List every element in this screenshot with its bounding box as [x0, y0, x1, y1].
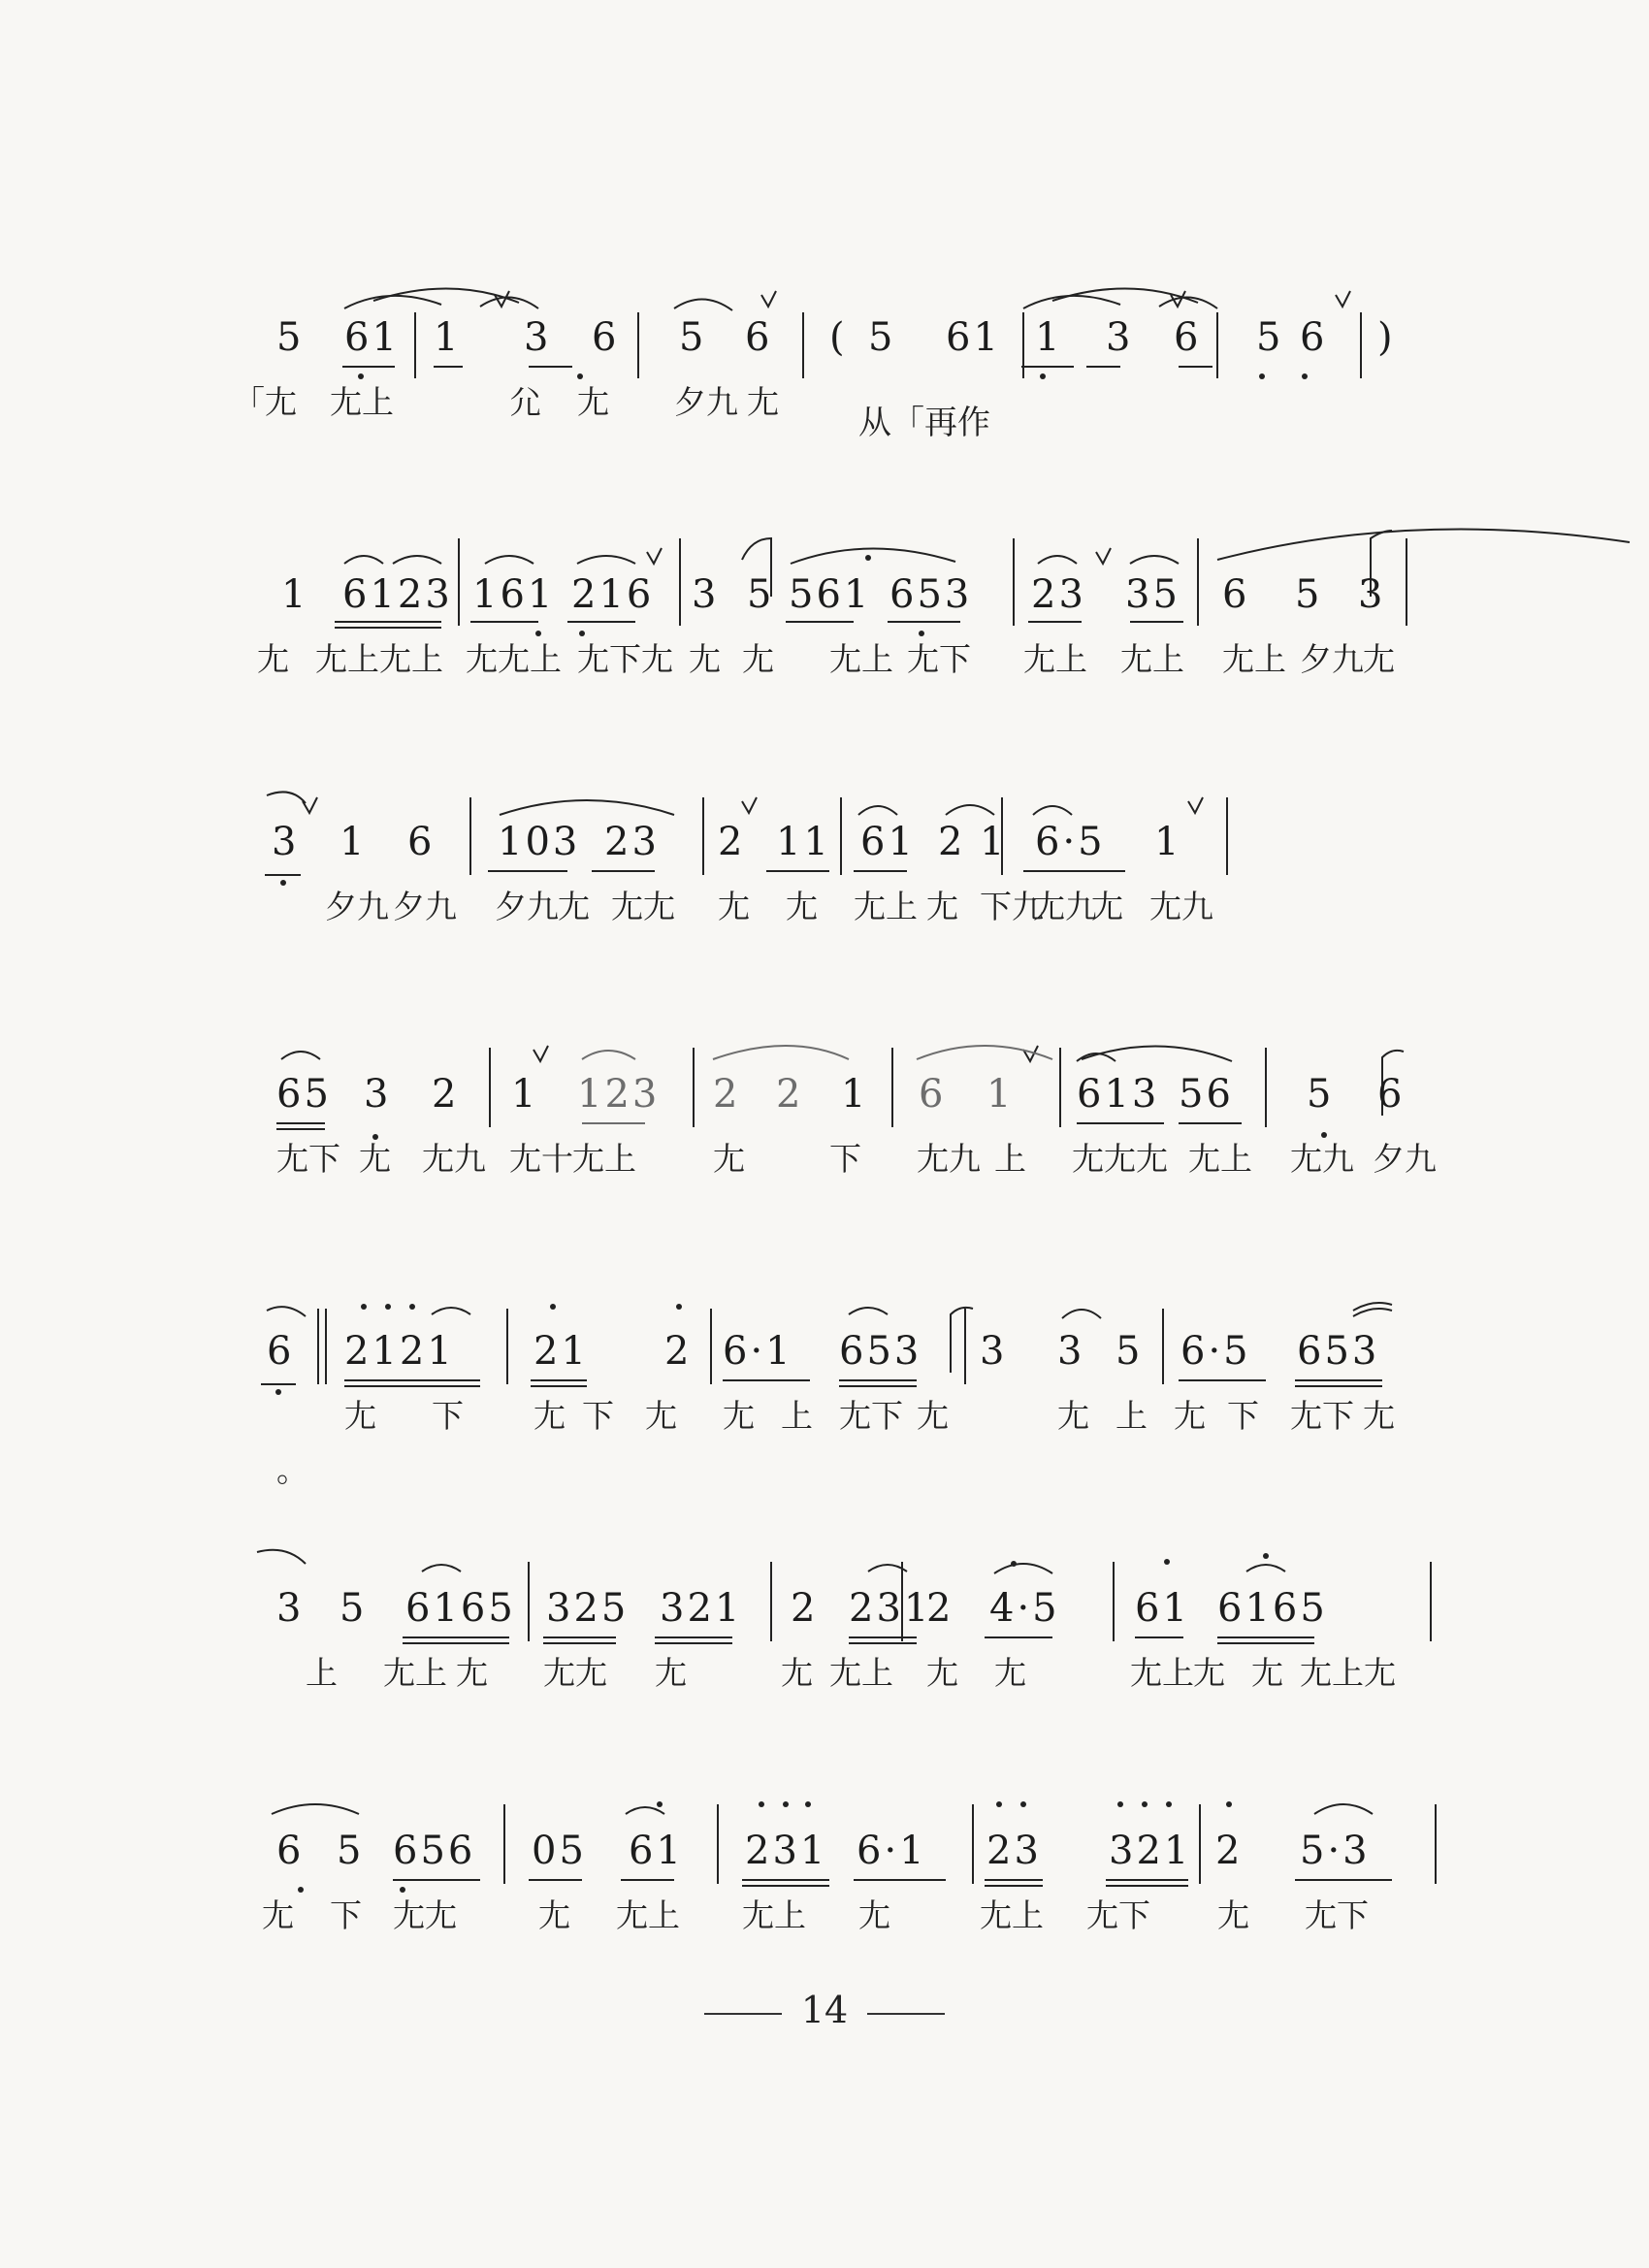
note: 23	[986, 1829, 1042, 1873]
note: 6	[1222, 572, 1250, 617]
note: 1	[340, 820, 368, 864]
lyric: 尢	[742, 640, 774, 678]
lyric: 上	[994, 1140, 1026, 1178]
lyric: 尢	[558, 888, 590, 925]
note: 61	[344, 315, 400, 360]
lyric: 尢	[262, 1896, 294, 1934]
note: 6	[407, 820, 436, 864]
lyric: 尢	[655, 1654, 687, 1692]
note: 5	[340, 1586, 368, 1631]
note: 65	[276, 1072, 332, 1117]
lyric: 尢上	[383, 1654, 447, 1692]
page-footer	[0, 1989, 1649, 2031]
note: 1	[986, 1072, 1015, 1117]
lyric: 尢尢上	[466, 640, 562, 678]
score-line-2	[247, 538, 1450, 771]
score-line-1	[233, 281, 1450, 514]
note: 6	[1300, 315, 1328, 360]
lyric: 上	[1116, 1397, 1148, 1435]
lyric: 尢	[786, 888, 818, 925]
note: 1	[1154, 820, 1182, 864]
note: 5·3	[1300, 1829, 1371, 1873]
score-line-3	[247, 786, 1450, 1019]
lyric: 尢上尢上	[315, 640, 443, 678]
note: 161	[472, 572, 556, 617]
note: 2121	[344, 1329, 455, 1374]
lyric: 尢	[1057, 1397, 1089, 1435]
note: 2	[664, 1329, 693, 1374]
score-line-5	[247, 1295, 1450, 1528]
lyric: 尢上尢	[1300, 1654, 1396, 1692]
note: 6·5	[1035, 820, 1106, 864]
note: 2	[926, 1586, 954, 1631]
lyric: 尢尢	[543, 1654, 607, 1692]
note: 5	[1295, 572, 1323, 617]
lyric: 下	[432, 1397, 464, 1435]
lyric: 尢	[994, 1654, 1026, 1692]
note: 325	[546, 1586, 630, 1631]
note: 656	[393, 1829, 476, 1873]
note: 321	[660, 1586, 743, 1631]
lyric: 尢九	[422, 1140, 486, 1178]
lyric: 尢九	[917, 1140, 981, 1178]
note: 1	[980, 820, 1008, 864]
lyric: 尢	[456, 1654, 488, 1692]
lyric: 。	[276, 1451, 308, 1489]
note: 61	[860, 820, 916, 864]
note: 4·5	[989, 1586, 1060, 1631]
lyric: 尢	[344, 1397, 376, 1435]
lyric: 尢下	[276, 1140, 340, 1178]
lyric: 尢	[1363, 640, 1395, 678]
lyric: 尢	[689, 640, 721, 678]
note: 231	[849, 1586, 932, 1631]
note: 1	[511, 1072, 539, 1117]
note: 11	[776, 820, 831, 864]
lyric: 尢	[926, 888, 958, 925]
lyric: 下	[582, 1397, 614, 1435]
repeat-close: )	[1377, 315, 1393, 360]
lyric: 尢上	[1188, 1140, 1252, 1178]
lyric: 尢九	[1290, 1140, 1354, 1178]
lyric: 尢	[781, 1654, 813, 1692]
note: 23	[604, 820, 660, 864]
page-number: 14	[800, 1989, 849, 2031]
note: 3	[980, 1329, 1008, 1374]
note: 653	[1297, 1329, 1380, 1374]
note: 5	[337, 1829, 365, 1873]
lyric: 尢尢	[393, 1896, 457, 1934]
note: 6	[745, 315, 773, 360]
lyric: 夕九	[325, 888, 389, 925]
note: 6	[919, 1072, 947, 1117]
note: 561	[789, 572, 872, 617]
lyric: 尢尢尢	[1072, 1140, 1168, 1178]
note: 6	[1174, 315, 1202, 360]
note: 1	[434, 315, 462, 360]
note: 6	[276, 1829, 305, 1873]
note: 3	[1057, 1329, 1085, 1374]
lyric: 尢尢	[611, 888, 675, 925]
note: 5	[868, 315, 896, 360]
note: 5	[1256, 315, 1284, 360]
lyric: 尢	[1174, 1397, 1206, 1435]
lyric: 尢	[577, 383, 609, 421]
lyric: 尢	[713, 1140, 745, 1178]
note: 2	[713, 1072, 741, 1117]
note: 5	[679, 315, 707, 360]
lyric: 尢	[359, 1140, 391, 1178]
note: 61	[629, 1829, 684, 1873]
note: 1	[281, 572, 309, 617]
note: 653	[889, 572, 973, 617]
lyric: 夕九	[1300, 640, 1364, 678]
lyric: 尢下尢	[577, 640, 673, 678]
note: 3	[276, 1586, 305, 1631]
note: 35	[1125, 572, 1180, 617]
note: 5	[747, 572, 775, 617]
lyric: 尢	[1193, 1654, 1225, 1692]
lyric: 尢上	[829, 640, 893, 678]
footer-dash-right	[867, 2013, 945, 2015]
note: 2	[791, 1586, 819, 1631]
lyric: 尢	[858, 1896, 890, 1934]
note: 103	[498, 820, 581, 864]
lyric: 尢	[747, 383, 779, 421]
note: 21	[534, 1329, 589, 1374]
score-line-6	[247, 1552, 1450, 1785]
note: 2	[1215, 1829, 1244, 1873]
lyric: 夕九	[393, 888, 457, 925]
lyric: 尢下	[1086, 1896, 1150, 1934]
lyric: 尢下	[1305, 1896, 1369, 1934]
score-line-4	[247, 1038, 1450, 1271]
lyric: 尢	[1363, 1397, 1395, 1435]
note: 6	[592, 315, 620, 360]
note: 1	[1035, 315, 1063, 360]
note: 2	[938, 820, 966, 864]
lyric: 尢	[257, 640, 289, 678]
repeat-annotation: 从「再作	[858, 404, 990, 442]
lyric: 尢	[1217, 1896, 1249, 1934]
lyric: 尢	[534, 1397, 566, 1435]
note: 61	[946, 315, 1001, 360]
note: 6165	[405, 1586, 516, 1631]
lyric: 夕九	[1373, 1140, 1437, 1178]
lyric: 夕九	[495, 888, 559, 925]
note: 5	[1116, 1329, 1144, 1374]
note: 123	[577, 1072, 661, 1117]
lyric: 尢上	[330, 383, 394, 421]
note: 05	[532, 1829, 587, 1873]
note: 216	[571, 572, 655, 617]
note: 613	[1077, 1072, 1160, 1117]
lyric: 尢下	[1290, 1397, 1354, 1435]
lyric: 尢上	[616, 1896, 680, 1934]
lyric: 尢上	[1023, 640, 1087, 678]
note: 3	[1358, 572, 1386, 617]
lyric: 「尢	[233, 383, 297, 421]
footer-dash-left	[704, 2013, 782, 2015]
note: 2	[776, 1072, 804, 1117]
lyric: 尢	[538, 1896, 570, 1934]
note: 5	[1307, 1072, 1335, 1117]
lyric: 上	[781, 1397, 813, 1435]
note: 3	[524, 315, 552, 360]
lyric: 下	[1227, 1397, 1259, 1435]
note: 3	[272, 820, 300, 864]
repeat-open: (	[829, 315, 845, 360]
lyric: 下九	[980, 888, 1044, 925]
lyric: 尢上	[980, 1896, 1044, 1934]
note: 2	[432, 1072, 460, 1117]
note: 3	[1106, 315, 1134, 360]
lyric: 尢	[723, 1397, 755, 1435]
note: 3	[364, 1072, 392, 1117]
lyric: 上	[306, 1654, 338, 1692]
lyric: 尢下	[907, 640, 971, 678]
note: 321	[1109, 1829, 1192, 1873]
lyric: 尢上	[1120, 640, 1184, 678]
lyric: 尢上	[1130, 1654, 1194, 1692]
note: 56	[1179, 1072, 1234, 1117]
lyric: 尢上	[854, 888, 918, 925]
note: 23	[1031, 572, 1086, 617]
lyric: 尢	[645, 1397, 677, 1435]
note: 231	[745, 1829, 828, 1873]
note: 3	[692, 572, 720, 617]
lyric: 尢上	[1222, 640, 1286, 678]
note: 6·5	[1180, 1329, 1251, 1374]
note: 6·1	[857, 1829, 927, 1873]
lyric: 夕九	[674, 383, 738, 421]
note: 5	[276, 315, 305, 360]
lyric: 尢	[1091, 888, 1123, 925]
note: 6·1	[723, 1329, 793, 1374]
lyric: 尢九	[1033, 888, 1097, 925]
lyric: 尢上	[572, 1140, 636, 1178]
lyric: 尢下	[839, 1397, 903, 1435]
note: 1	[841, 1072, 869, 1117]
lyric: 尣	[509, 383, 541, 421]
lyric: 尢	[926, 1654, 958, 1692]
lyric: 尢	[1251, 1654, 1283, 1692]
note: 2	[718, 820, 746, 864]
lyric: 下	[330, 1896, 362, 1934]
note: 653	[839, 1329, 922, 1374]
lyric: 尢上	[829, 1654, 893, 1692]
lyric: 尢上	[742, 1896, 806, 1934]
lyric: 尢	[718, 888, 750, 925]
lyric: 尢九	[1149, 888, 1213, 925]
note: 61	[1135, 1586, 1190, 1631]
lyric: 下	[829, 1140, 861, 1178]
lyric: 尢	[917, 1397, 949, 1435]
note: 6	[1377, 1072, 1406, 1117]
note: 6165	[1217, 1586, 1328, 1631]
lyric: 尢十	[509, 1140, 573, 1178]
note: 6	[267, 1329, 295, 1374]
note: 6123	[342, 572, 453, 617]
